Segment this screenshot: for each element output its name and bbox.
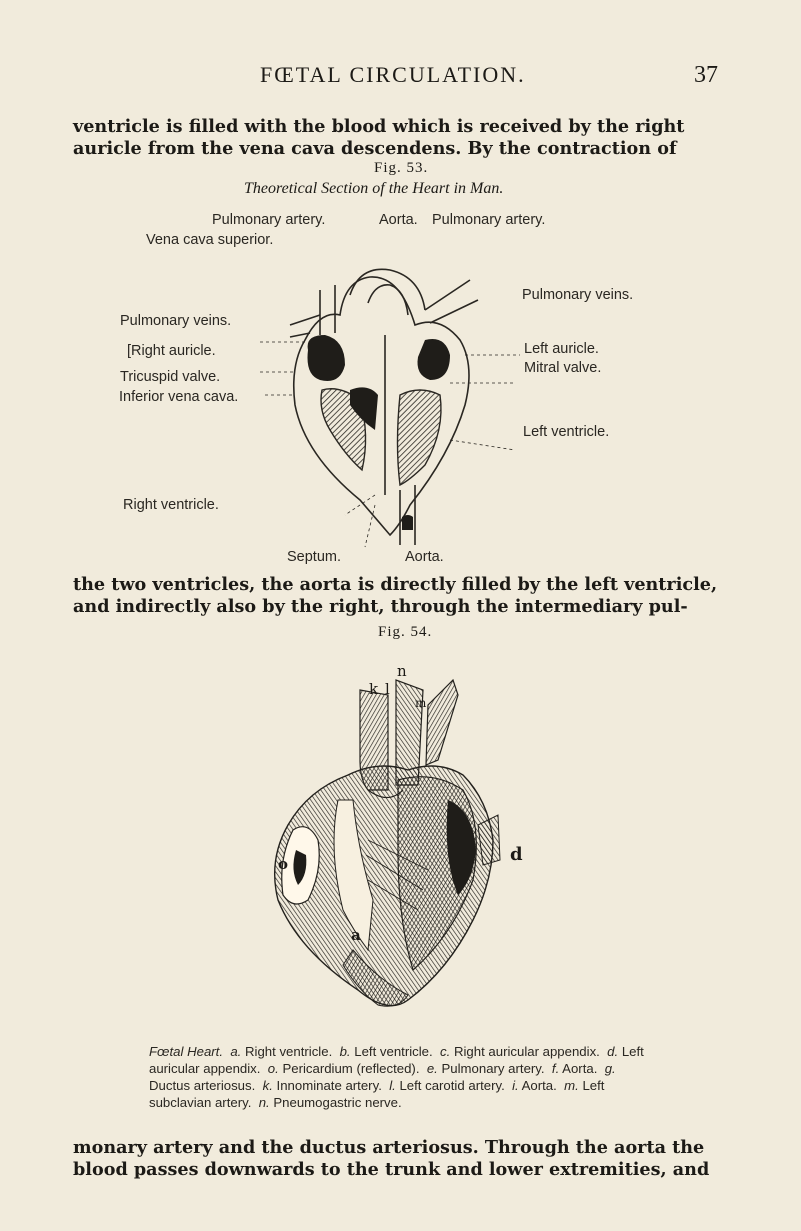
label-aorta-top: Aorta. — [379, 212, 418, 228]
fig-53-label: Fig. 53. — [374, 160, 429, 176]
right-auricle-chamber — [308, 335, 346, 381]
fig-54-label: Fig. 54. — [378, 624, 433, 640]
label-pulmonary-veins-right: Pulmonary veins. — [522, 287, 634, 303]
paragraph-1: ventricle is filled with the blood which is received by the right auricle from the vena cava descendens. By the contraction of — [73, 116, 685, 159]
label-mitral-valve: Mitral valve. — [524, 360, 602, 376]
letter-l: l — [385, 680, 390, 698]
paragraph-3: monary artery and the ductus arteriosus. Through the aorta the blood passes downwards to the trunk and lower extremities, and — [73, 1137, 710, 1180]
label-vena-cava-superior: Vena cava superior. — [146, 232, 274, 248]
label-aorta-bottom: Aorta. — [405, 549, 444, 565]
letter-a: a — [351, 926, 361, 944]
label-pulmonary-veins-left: Pulmonary veins. — [120, 313, 232, 329]
heart-section-diagram — [250, 255, 520, 550]
header-title: FŒTAL CIRCULATION. — [260, 62, 526, 87]
label-inferior-vena-cava: Inferior vena cava. — [119, 389, 239, 405]
label-septum: Septum. — [287, 549, 341, 565]
fig-53-caption: Theoretical Section of the Heart in Man. — [244, 180, 504, 197]
running-header — [0, 62, 801, 92]
letter-m: m — [415, 696, 427, 710]
label-left-ventricle: Left ventricle. — [523, 424, 610, 440]
letter-d: d — [510, 844, 523, 865]
label-pulmonary-artery-right: Pulmonary artery. — [432, 212, 546, 228]
label-right-auricle: [Right auricle. — [127, 343, 216, 359]
label-right-ventricle: Right ventricle. — [123, 497, 219, 513]
left-auricle-chamber — [418, 339, 451, 380]
label-pulmonary-artery-left: Pulmonary artery. — [212, 212, 326, 228]
letter-n: n — [397, 662, 407, 680]
fig-54-legend: Fœtal Heart. a. Right ventricle. b. Left ventricle. c. Right auricular appendix. d. Left auricular appendix. o. Pericardium (reflected). e. Pulmonary artery. f. Aorta. g. Ductus arteriosus. k. Innominate artery. l. Left carotid artery. i. Aorta. m. Left subclavian artery. n. Pneumogastric nerve. — [149, 1044, 644, 1110]
foetal-heart-engraving — [248, 650, 548, 1030]
page-number: 37 — [694, 62, 718, 88]
paragraph-2: the two ventricles, the aorta is directly filled by the left ventricle, and indirectly also by the right, through the intermediary pul- — [73, 574, 718, 617]
legend-title: Fœtal Heart. — [149, 1044, 224, 1059]
label-tricuspid-valve: Tricuspid valve. — [120, 369, 221, 385]
label-left-auricle: Left auricle. — [524, 341, 599, 357]
letter-o: o — [278, 855, 289, 873]
letter-k: k — [369, 680, 379, 698]
